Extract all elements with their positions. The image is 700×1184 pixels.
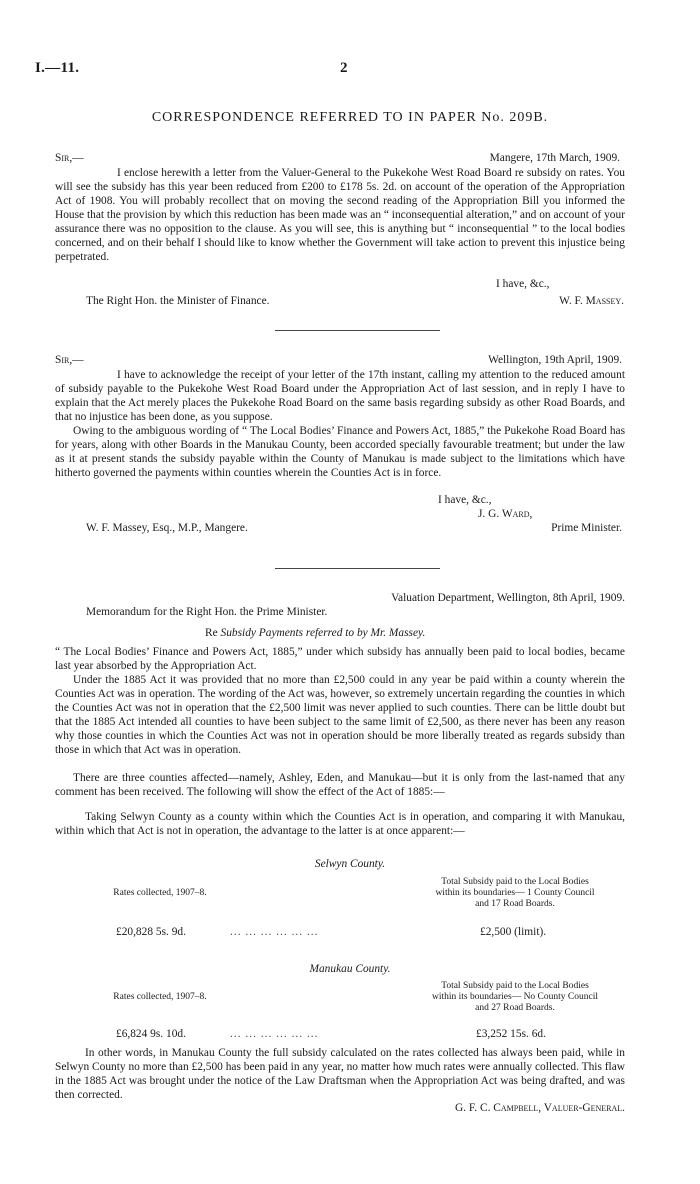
page-title: CORRESPONDENCE REFERRED TO IN PAPER No. 209B. <box>151 110 549 125</box>
letter1-body: I enclose herewith a letter from the Valuer-General to the Pukekohe West Road Board re subsidy on rates. You will see the subsidy has this year been reduced from £200 to £178 5s. 2d. on account of the operation of the Appropriation Act of 1908. You will probably recollect that on moving the second reading of the Appropriation Bill you informed the House that the provision by which this reduction has been made was an “ inconsequential alteration,” and on account of your assurance there was no opposition to the clause. As you will see, this is anything but “ inconsequential ” to the local bodies concerned, and on their behalf I should like to know whether the Government will take action to prevent this injustice being perpetrated. <box>55 167 625 264</box>
letter2-paragraph-2: Owing to the ambiguous wording of “ The Local Bodies’ Finance and Powers Act, 1885,” the Pukekohe Road Board has for years, along with other Boards in the Manukau County, been accorded specially favourable treatment; but under the law as it at present stands the subsidy payable within the County of Manukau is made subject to the limitations which have hitherto governed the payments within counties wherein the Counties Act is in force. <box>55 425 625 480</box>
table2-county: Manukau County. <box>309 963 391 975</box>
letter2-signature-title: Prime Minister. <box>551 522 622 534</box>
table2-left-header: Rates collected, 1907–8. <box>113 992 207 1002</box>
table2-subsidy-value: £3,252 15s. 6d. <box>476 1028 546 1040</box>
table1-leader-dots: ... ... ... ... ... ... <box>230 926 319 938</box>
letter2-signature: J. G. Ward, <box>478 508 533 520</box>
memo-paragraph-2: Under the 1885 Act it was provided that no more than £2,500 could in any year be paid within a county wherein the Counties Act was in operation. The wording of the Act was, however, so extremely uncertain regarding the counties in which the Counties Act was not in operation that the £2,500 limit was never applied to such counties. There can be little doubt but that the 1885 Act intended all counties to have been subject to the same limit of £2,500, as there never has been any reason why those counties in which the Counties Act was not in operation should be more liberally treated as regards subsidy than those in which that Act was in operation. <box>55 674 625 757</box>
table1-subsidy-value: £2,500 (limit). <box>480 926 547 938</box>
memo-place-date: Valuation Department, Wellington, 8th April, 1909. <box>391 592 625 604</box>
letter2-closing: I have, &c., <box>438 494 492 506</box>
letter1-closing: I have, &c., <box>496 278 550 290</box>
letter2-place-date: Wellington, 19th April, 1909. <box>488 354 622 366</box>
page-number: 2 <box>340 60 348 76</box>
memo-paragraph-5: In other words, in Manukau County the full subsidy calculated on the rates collected has always been paid, while in Selwyn County no more than £2,500 has been paid in any year, no matter how much rates were annually collected. This flaw in the 1885 Act was brought under the notice of the Law Draftsman when the Appropriation Act was being drafted, and was then corrected. <box>55 1047 625 1102</box>
letter2-paragraph-1: I have to acknowledge the receipt of your letter of the 17th instant, calling my attention to the reduced amount of subsidy payable to the Pukekohe West Road Board under the Appropriation Act of last session, and in reply I have to explain that the Act merely places the Pukekohe Road Board on the same basis regarding subsidy as other Road Boards, and that no injustice has been done, as you suppose. <box>55 369 625 424</box>
table1-right-header: Total Subsidy paid to the Local Bodies within its boundaries— 1 County Council and 17 Road Boards. <box>435 877 595 909</box>
memo-re-text: Subsidy Payments referred to by Mr. Massey. <box>220 627 426 639</box>
memo-re-line <box>205 627 425 639</box>
letter1-addressee: The Right Hon. the Minister of Finance. <box>86 295 270 307</box>
table2-leader-dots: ... ... ... ... ... ... <box>230 1028 319 1040</box>
table1-left-header: Rates collected, 1907–8. <box>113 888 207 898</box>
table2-right-header: Total Subsidy paid to the Local Bodies within its boundaries— No County Council and 27 Road Boards. <box>432 981 598 1013</box>
table1-county: Selwyn County. <box>314 858 386 870</box>
paper-code: I.—11. <box>35 60 80 76</box>
table1-rates-value: £20,828 5s. 9d. <box>116 926 186 938</box>
letter1-place-date: Mangere, 17th March, 1909. <box>489 152 620 164</box>
separator-rule <box>275 330 440 331</box>
letter1-salutation: Sir,— <box>55 152 84 164</box>
memo-paragraph-1: “ The Local Bodies’ Finance and Powers Act, 1885,” under which subsidy has annually been paid to local bodies, became last year absorbed by the Appropriation Act. <box>55 646 625 673</box>
memo-heading: Memorandum for the Right Hon. the Prime Minister. <box>86 606 328 618</box>
letter2-salutation: Sir,— <box>55 354 84 366</box>
letter1-signature: W. F. Massey. <box>559 295 624 307</box>
memo-signature-text: G. F. C. Campbell, Valuer-General. <box>454 1102 625 1114</box>
letter2-addressee: W. F. Massey, Esq., M.P., Mangere. <box>86 522 248 534</box>
memo-paragraph-3: There are three counties affected—namely, Ashley, Eden, and Manukau—but it is only from the last-named that any comment has been received. The following will show the effect of the Act of 1885:— <box>55 772 625 799</box>
memo-re-label: Re <box>205 627 218 639</box>
table2-rates-value: £6,824 9s. 10d. <box>116 1028 186 1040</box>
memo-paragraph-4: Taking Selwyn County as a county within which the Counties Act is in operation, and comparing it with Manukau, within which that Act is not in operation, the advantage to the latter is at once apparent:— <box>55 811 625 838</box>
separator-rule <box>275 568 440 569</box>
memo-signature <box>400 1102 625 1114</box>
